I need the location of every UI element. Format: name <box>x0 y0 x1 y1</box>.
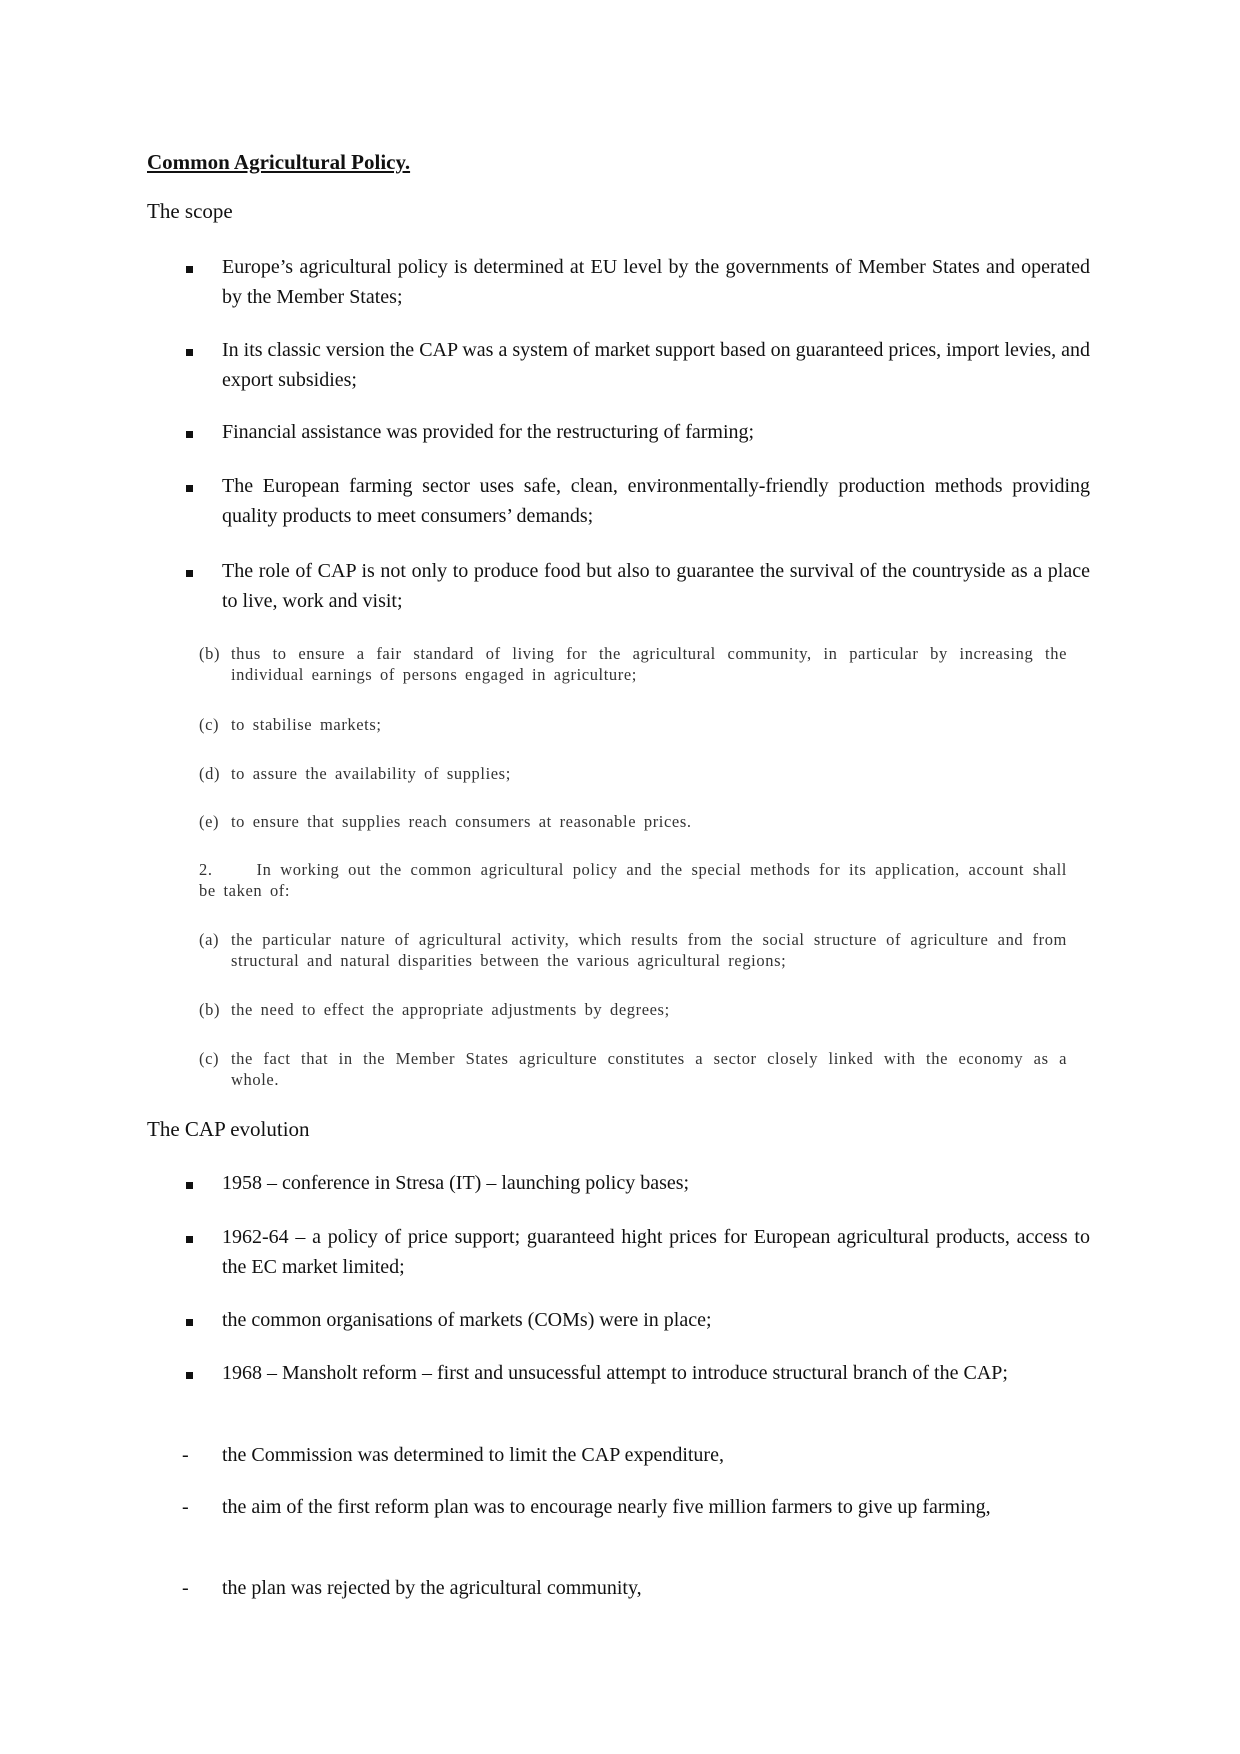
quoted-item: (c) the fact that in the Member States agriculture constitutes a sector closely linked with the economy as a whole. <box>199 1049 1067 1089</box>
list-item: 1958 – conference in Stresa (IT) – launching policy bases; <box>182 1168 1090 1198</box>
quoted-item: (d) to assure the availability of supplies; <box>199 764 511 783</box>
quoted-item: (b) the need to effect the appropriate adjustments by degrees; <box>199 1000 670 1019</box>
dash-marker: - <box>182 1577 189 1599</box>
list-item: In its classic version the CAP was a system of market support based on guaranteed prices, import levies, and export subsidies; <box>182 335 1090 395</box>
dash-item: - the plan was rejected by the agricultural community, <box>182 1573 1090 1603</box>
list-item: The European farming sector uses safe, clean, environmentally-friendly production methods providing quality products to meet consumers’ demands; <box>182 471 1090 531</box>
bullet-icon <box>182 252 222 282</box>
list-item: the common organisations of markets (COMs) were in place; <box>182 1305 1090 1335</box>
list-item: 1962-64 – a policy of price support; guaranteed hight prices for European agricultural products, access to the EC market limited; <box>182 1222 1090 1282</box>
dash-marker: - <box>182 1444 189 1466</box>
bullet-icon <box>182 471 222 501</box>
bullet-icon <box>182 556 222 586</box>
bullet-icon <box>182 335 222 365</box>
quoted-paragraph: 2. In working out the common agricultural policy and the special methods for its application, account shall be taken of: <box>199 860 1067 900</box>
section-heading-scope: The scope <box>147 199 233 223</box>
dash-item: - the aim of the first reform plan was to encourage nearly five million farmers to give up farming, <box>182 1492 1090 1522</box>
quoted-item: (c) to stabilise markets; <box>199 715 382 734</box>
bullet-icon <box>182 1222 222 1252</box>
bullet-icon <box>182 1168 222 1198</box>
section-heading-evolution: The CAP evolution <box>147 1117 310 1141</box>
quoted-item: (b) thus to ensure a fair standard of living for the agricultural community, in particular by increasing the individual earnings of persons engaged in agriculture; <box>199 644 1067 684</box>
document-title: Common Agricultural Policy. <box>147 150 411 174</box>
quoted-item: (a) the particular nature of agricultural activity, which results from the social structure of agriculture and from structural and natural disparities between the various agricultural regions; <box>199 930 1067 970</box>
quoted-item: (e) to ensure that supplies reach consumers at reasonable prices. <box>199 812 692 831</box>
list-item: The role of CAP is not only to produce food but also to guarantee the survival of the countryside as a place to live, work and visit; <box>182 556 1090 616</box>
bullet-icon <box>182 417 222 447</box>
bullet-icon <box>182 1358 222 1388</box>
list-item: Financial assistance was provided for the restructuring of farming; <box>182 417 1090 447</box>
dash-marker: - <box>182 1496 189 1518</box>
list-item: Europe’s agricultural policy is determined at EU level by the governments of Member States and operated by the Member States; <box>182 252 1090 312</box>
list-item: 1968 – Mansholt reform – first and unsucessful attempt to introduce structural branch of the CAP; <box>182 1358 1090 1388</box>
bullet-icon <box>182 1305 222 1335</box>
dash-item: - the Commission was determined to limit the CAP expenditure, <box>182 1440 1090 1470</box>
